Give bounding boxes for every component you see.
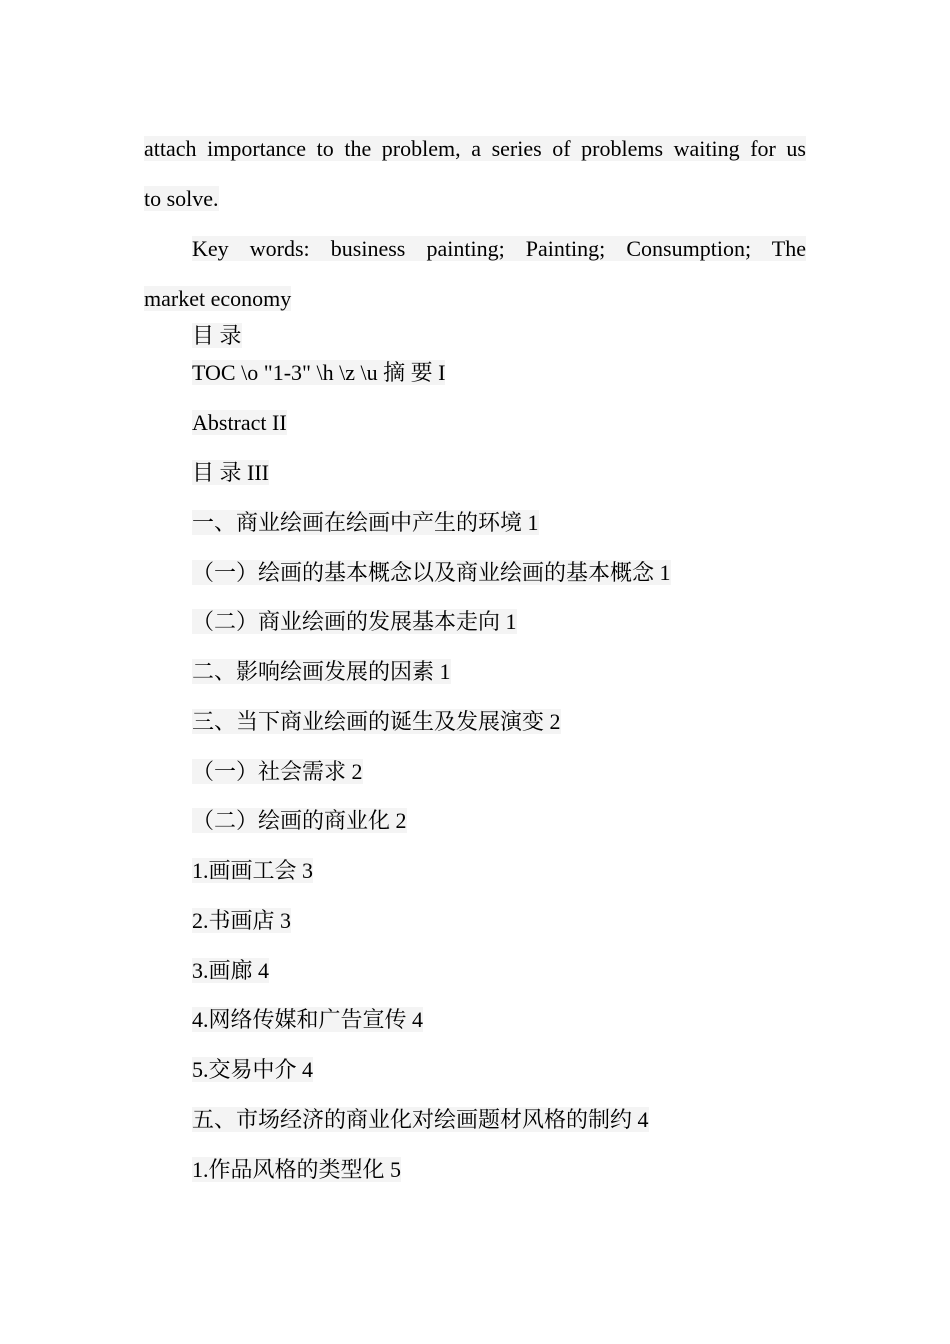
toc-entry-text: 2.书画店 3 (192, 908, 292, 933)
toc-field-code (192, 358, 445, 388)
toc-entry[interactable] (192, 956, 269, 986)
toc-entry-text: 4.网络传媒和广告宣传 4 (192, 1007, 424, 1032)
toc-entry[interactable] (192, 906, 291, 936)
abstract-text-2: to solve. (144, 186, 219, 211)
abstract-line-1 (144, 134, 806, 164)
toc-entry-text: 三、当下商业绘画的诞生及发展演变 2 (192, 709, 561, 734)
toc-entry-text: （一）社会需求 2 (192, 759, 363, 784)
toc-entry-text: 1.作品风格的类型化 5 (192, 1157, 402, 1182)
toc-entry-text: 一、商业绘画在绘画中产生的环境 1 (192, 510, 539, 535)
toc-entry[interactable] (192, 1155, 401, 1185)
toc-entry[interactable] (192, 856, 313, 886)
toc-entry-text: 1.画画工会 3 (192, 858, 314, 883)
abstract-text-1: attach importance to the problem, a series of problems waiting for us (144, 136, 806, 161)
toc-entry[interactable] (192, 458, 269, 488)
toc-entry-text: 二、影响绘画发展的因素 1 (192, 659, 451, 684)
keywords-line-1 (192, 234, 806, 264)
keywords-text-2: market economy (144, 286, 292, 311)
toc-entry[interactable] (192, 607, 517, 637)
toc-entry[interactable] (192, 508, 539, 538)
toc-heading-text: 目 录 (192, 323, 242, 348)
toc-entry[interactable] (192, 707, 561, 737)
keywords-text-1: Key words: business painting; Painting; Consumption; The (192, 236, 806, 261)
toc-entry[interactable] (192, 1055, 313, 1085)
toc-entry-text: Abstract II (192, 410, 287, 435)
toc-entry[interactable] (192, 1005, 423, 1035)
toc-entry[interactable] (192, 806, 407, 836)
abstract-line-2 (144, 184, 219, 214)
toc-field-code-text: TOC \o "1-3" \h \z \u 摘 要 I (192, 360, 446, 385)
toc-entry-text: 五、市场经济的商业化对绘画题材风格的制约 4 (192, 1107, 649, 1132)
toc-entry-text: 目 录 III (192, 460, 269, 485)
toc-entry-text: （二）绘画的商业化 2 (192, 808, 407, 833)
toc-entry[interactable] (192, 757, 363, 787)
toc-entry[interactable] (192, 408, 287, 438)
toc-entry[interactable] (192, 657, 451, 687)
toc-entry[interactable] (192, 558, 671, 588)
keywords-line-2 (144, 284, 291, 314)
toc-heading (192, 321, 242, 351)
toc-entry[interactable] (192, 1105, 649, 1135)
toc-entry-text: （一）绘画的基本概念以及商业绘画的基本概念 1 (192, 560, 671, 585)
toc-entry-text: 3.画廊 4 (192, 958, 270, 983)
toc-entry-text: 5.交易中介 4 (192, 1057, 314, 1082)
toc-entry-text: （二）商业绘画的发展基本走向 1 (192, 609, 517, 634)
